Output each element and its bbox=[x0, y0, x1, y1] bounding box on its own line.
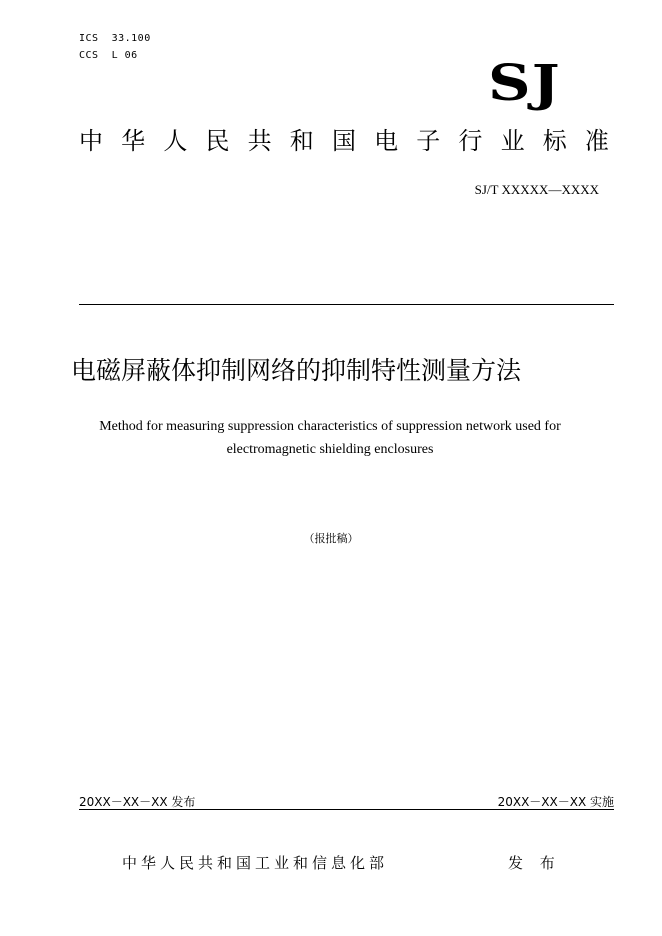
org-char: 子 bbox=[416, 127, 441, 155]
bottom-divider bbox=[79, 809, 614, 810]
org-char: 标 bbox=[542, 127, 567, 155]
org-char: 民 bbox=[205, 127, 230, 155]
org-char: 准 bbox=[584, 127, 609, 155]
org-char: 和 bbox=[289, 127, 314, 155]
chinese-title: 电磁屏蔽体抑制网络的抑制特性测量方法 bbox=[71, 356, 522, 385]
org-char: 电 bbox=[374, 127, 399, 155]
draft-status: （报批稿） bbox=[303, 532, 359, 545]
standard-organization-title bbox=[79, 129, 609, 153]
org-char: 人 bbox=[163, 127, 188, 155]
org-char: 中 bbox=[79, 127, 103, 155]
ccs-code: CCS L 06 bbox=[79, 50, 138, 61]
english-title bbox=[60, 415, 600, 461]
org-char: 行 bbox=[458, 127, 483, 155]
org-char: 业 bbox=[500, 127, 525, 155]
issue-date: 20XX－XX－XX 发布 bbox=[79, 795, 196, 809]
org-char: 共 bbox=[247, 127, 272, 155]
top-divider bbox=[79, 304, 614, 305]
standard-number: SJ/T XXXXX—XXXX bbox=[474, 182, 599, 197]
english-title-line-1: Method for measuring suppression characteristics of suppression network used for bbox=[99, 419, 561, 434]
sj-logo: SJ bbox=[488, 53, 561, 112]
publish-label: 发 布 bbox=[508, 854, 561, 872]
org-char: 国 bbox=[331, 127, 356, 155]
ics-code: ICS 33.100 bbox=[79, 33, 151, 44]
english-title-line-2: electromagnetic shielding enclosures bbox=[226, 442, 434, 457]
implementation-date: 20XX－XX－XX 实施 bbox=[497, 795, 614, 809]
org-char: 华 bbox=[121, 127, 146, 155]
issuing-ministry: 中华人民共和国工业和信息化部 bbox=[122, 854, 389, 872]
